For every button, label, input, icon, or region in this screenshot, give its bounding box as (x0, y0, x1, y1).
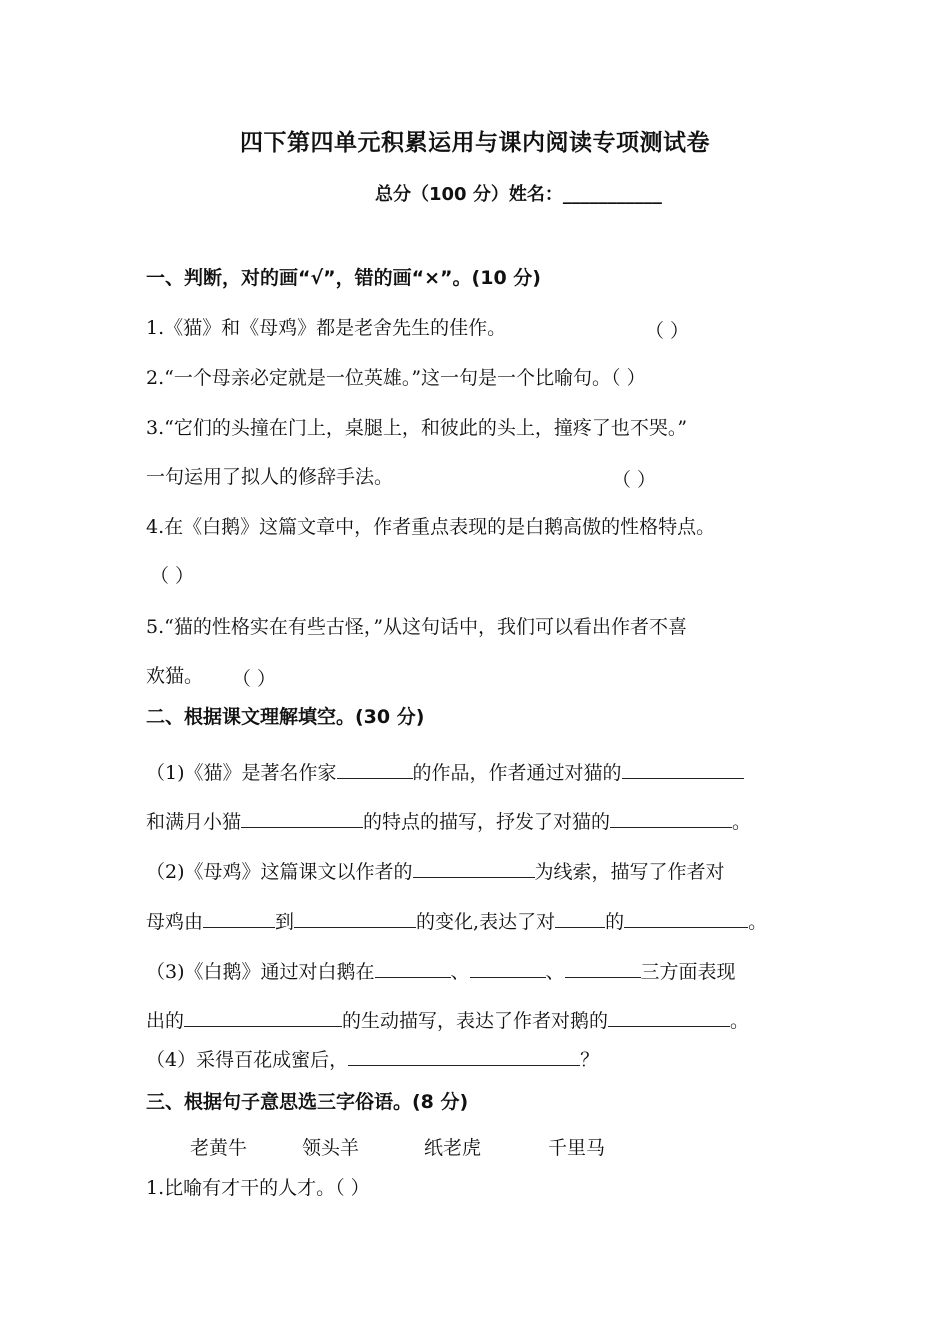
choice-option: 千里马 (548, 1137, 606, 1159)
fill-blank (413, 857, 535, 878)
fill-blank (470, 957, 546, 978)
section3-heading: 三、根据句子意思选三字俗语。(8 分) (146, 1091, 469, 1113)
fill-blank (348, 1045, 580, 1066)
s2-item-3-line1: （3)《白鹅》通过对白鹅在 、 、 三方面表现 (146, 957, 736, 984)
s1-q3-answer: （ ） (612, 469, 657, 491)
fill-blank (184, 1006, 342, 1027)
s2-item-1-line2: 和满月小猫 的特点的描写，抒发了对猫的 。 (146, 807, 751, 834)
fill-blank (624, 907, 748, 928)
s2-item-3-line2: 出的 的生动描写，表达了作者对鹅的 。 (146, 1006, 749, 1033)
s3-question-1: 1.比喻有才干的人才。（ ） (146, 1177, 370, 1199)
choice-option: 老黄牛 (190, 1137, 248, 1159)
section2-heading: 二、根据课文理解填空。(30 分) (146, 706, 425, 728)
fill-blank (203, 907, 275, 928)
s2-item-2-line1: （2)《母鸡》这篇课文以作者的 为线索，描写了作者对 (146, 857, 725, 884)
s2-item-4: （4）采得百花成蜜后， ？ (146, 1045, 599, 1072)
section1-heading: 一、判断，对的画“√”，错的画“×”。(10 分) (146, 267, 541, 289)
s2-item-1-line1: （1)《猫》是著名作家 的作品，作者通过对猫的 (146, 758, 744, 785)
s1-question-3-line1: 3.“它们的头撞在门上，桌腿上，和彼此的头上，撞疼了也不哭。” (146, 417, 688, 439)
s1-q4-answer: （ ） (150, 565, 195, 587)
fill-blank (337, 758, 413, 779)
fill-blank (610, 807, 732, 828)
s1-q1-answer: （ ） (645, 320, 690, 342)
fill-blank (622, 758, 744, 779)
page-title: 四下第四单元积累运用与课内阅读专项测试卷 (240, 130, 710, 156)
s2-item-2-line2: 母鸡由 到 的变化,表达了对 的 。 (146, 907, 767, 934)
total-score-label: 总分（100 分）姓名： (375, 184, 563, 205)
s1-question-4-line1: 4.在《白鹅》这篇文章中，作者重点表现的是白鹅高傲的性格特点。 (146, 516, 716, 538)
fill-blank (294, 907, 416, 928)
s1-question-3-line2: 一句运用了拟人的修辞手法。 (146, 466, 394, 488)
s1-q5-answer: （ ） (232, 668, 277, 690)
score-and-name (375, 180, 662, 206)
choice-option: 领头羊 (302, 1137, 360, 1159)
s1-question-5-line2: 欢猫。 (146, 665, 204, 687)
fill-blank (375, 957, 451, 978)
s1-question-5-line1: 5.“猫的性格实在有些古怪，”从这句话中，我们可以看出作者不喜 (146, 616, 688, 638)
s1-question-2: 2.“一个母亲必定就是一位英雄。”这一句是一个比喻句。（ ） (146, 367, 646, 389)
fill-blank (555, 907, 605, 928)
fill-blank (608, 1006, 730, 1027)
fill-blank (565, 957, 641, 978)
name-blank: ___________ (562, 184, 662, 205)
fill-blank (241, 807, 363, 828)
s1-question-1: 1.《猫》和《母鸡》都是老舍先生的佳作。 (146, 317, 507, 339)
choice-option: 纸老虎 (424, 1137, 482, 1159)
